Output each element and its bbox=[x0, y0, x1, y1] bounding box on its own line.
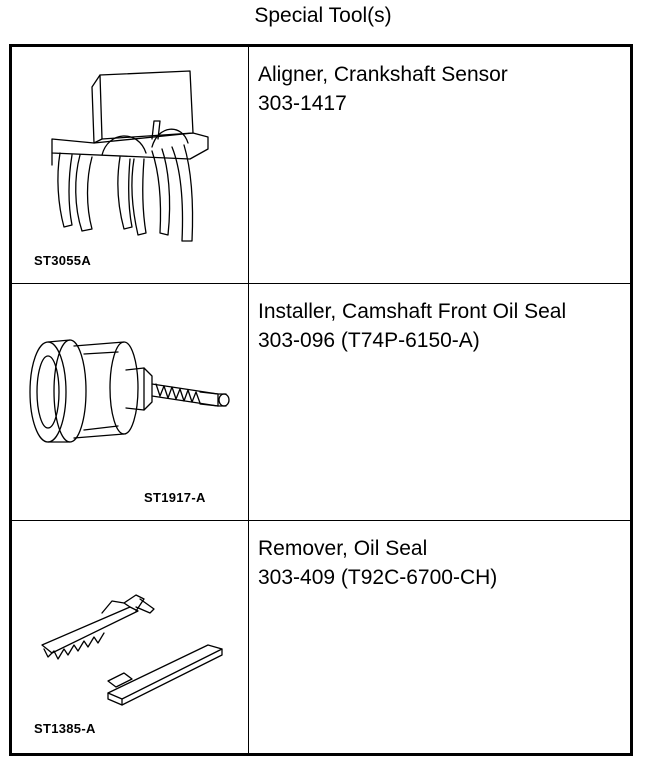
tool-number: 303-096 (T74P-6150-A) bbox=[258, 329, 480, 352]
tool-image-code: ST1917-A bbox=[144, 490, 206, 505]
tool-description-cell bbox=[249, 284, 630, 520]
oil-seal-remover-illustration bbox=[12, 521, 248, 753]
tool-name: Remover, Oil Seal bbox=[258, 537, 428, 560]
tool-description bbox=[258, 297, 566, 355]
tool-description-cell bbox=[249, 47, 630, 283]
page-title: Special Tool(s) bbox=[254, 4, 392, 27]
table-row bbox=[12, 47, 630, 284]
tool-illustration-cell bbox=[12, 521, 249, 753]
tool-image-code: ST3055A bbox=[34, 253, 92, 268]
crankshaft-sensor-aligner-illustration bbox=[12, 47, 248, 283]
tool-description bbox=[258, 534, 497, 592]
table-row bbox=[12, 521, 630, 753]
special-tools-table bbox=[9, 44, 633, 756]
tool-number: 303-1417 bbox=[258, 92, 347, 115]
tool-image-code: ST1385-A bbox=[34, 721, 96, 736]
tool-description-cell bbox=[249, 521, 630, 753]
tool-name: Installer, Camshaft Front Oil Seal bbox=[258, 300, 567, 323]
tool-illustration-cell bbox=[12, 47, 249, 283]
tool-number: 303-409 (T92C-6700-CH) bbox=[258, 566, 498, 589]
camshaft-seal-installer-illustration bbox=[12, 284, 248, 520]
tool-illustration-cell bbox=[12, 284, 249, 520]
tool-description bbox=[258, 60, 508, 118]
table-row bbox=[12, 284, 630, 521]
tool-name: Aligner, Crankshaft Sensor bbox=[258, 63, 508, 86]
